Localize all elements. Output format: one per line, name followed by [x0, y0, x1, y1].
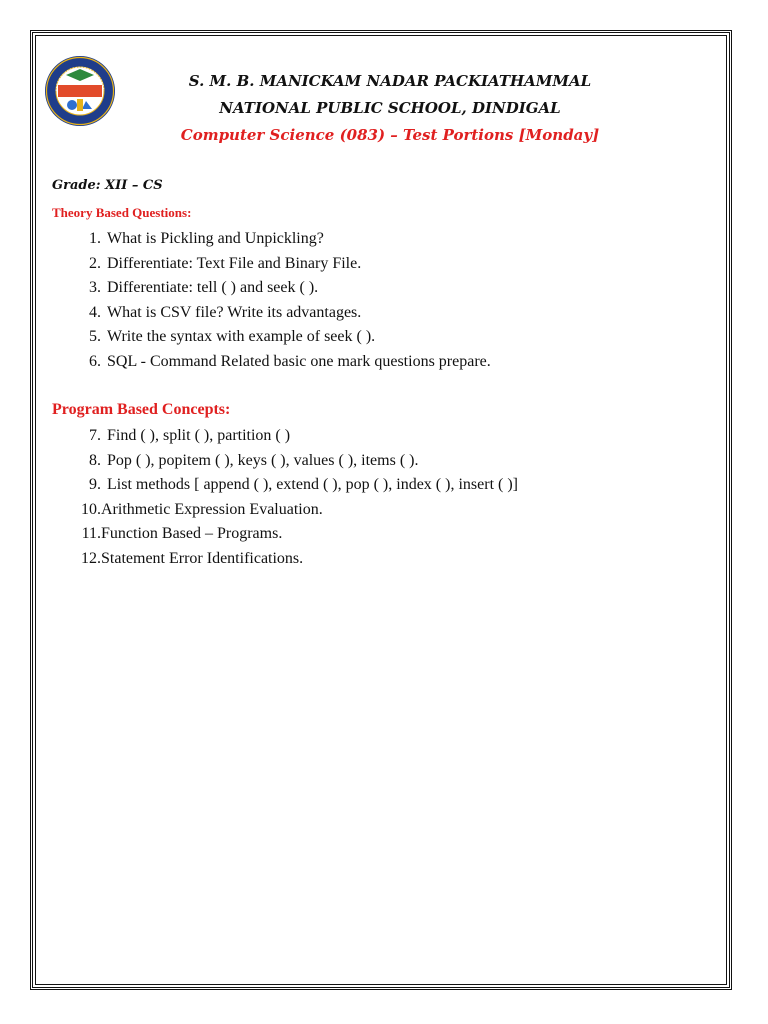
- item-number: 6.: [89, 352, 101, 370]
- item-number: 2.: [89, 254, 101, 272]
- item-number: 9.: [89, 476, 101, 493]
- item-number: 3.: [89, 279, 101, 296]
- school-name-line2: NATIONAL PUBLIC SCHOOL, DINDIGAL: [219, 99, 561, 117]
- list-item: [52, 498, 518, 523]
- item-text: Write the syntax with example of seek ( ).: [107, 328, 376, 345]
- item-number: 7.: [89, 427, 101, 444]
- item-number: 5.: [89, 328, 101, 345]
- item-text: Pop ( ), popitem ( ), keys ( ), values ( ), items ( ).: [107, 451, 419, 469]
- list-item: [52, 522, 518, 547]
- item-text: SQL - Command Related basic one mark questions prepare.: [107, 352, 491, 370]
- list-item: [52, 449, 518, 474]
- list-item: [52, 547, 518, 572]
- item-text: Differentiate: Text File and Binary File.: [107, 254, 362, 272]
- theory-question-list: [52, 227, 491, 374]
- list-item: [52, 325, 491, 350]
- list-item: [52, 276, 491, 301]
- item-text: Differentiate: tell ( ) and seek ( ).: [107, 279, 319, 296]
- school-name-line1: S. M. B. MANICKAM NADAR PACKIATHAMMAL: [188, 72, 592, 90]
- list-item: [52, 350, 491, 375]
- school-crest-icon: [44, 55, 116, 127]
- item-number: 11.: [81, 525, 101, 542]
- item-text: Function Based – Programs.: [101, 525, 283, 542]
- item-text: List methods [ append ( ), extend ( ), pop ( ), index ( ), insert ( )]: [107, 476, 518, 493]
- list-item: [52, 424, 518, 449]
- program-question-list: [52, 424, 518, 571]
- item-text: Arithmetic Expression Evaluation.: [101, 500, 323, 518]
- item-number: 8.: [89, 451, 101, 469]
- list-item: [52, 301, 491, 326]
- item-text: What is Pickling and Unpickling?: [107, 230, 324, 247]
- subject-title: Computer Science (083) – Test Portions [Monday]: [180, 126, 600, 144]
- item-number: 4.: [89, 303, 101, 321]
- item-number: 12.: [81, 549, 101, 567]
- theory-section-title: Theory Based Questions:: [52, 205, 192, 220]
- item-number: 10.: [81, 500, 101, 518]
- list-item: [52, 252, 491, 277]
- document-header: [150, 68, 630, 149]
- item-text: Statement Error Identifications.: [101, 549, 304, 567]
- grade-label: Grade: XII – CS: [52, 178, 163, 193]
- item-text: What is CSV file? Write its advantages.: [107, 303, 362, 321]
- item-text: Find ( ), split ( ), partition ( ): [107, 427, 291, 444]
- list-item: [52, 227, 491, 252]
- list-item: [52, 473, 518, 498]
- item-number: 1.: [89, 230, 101, 247]
- program-section-title: Program Based Concepts:: [52, 401, 231, 418]
